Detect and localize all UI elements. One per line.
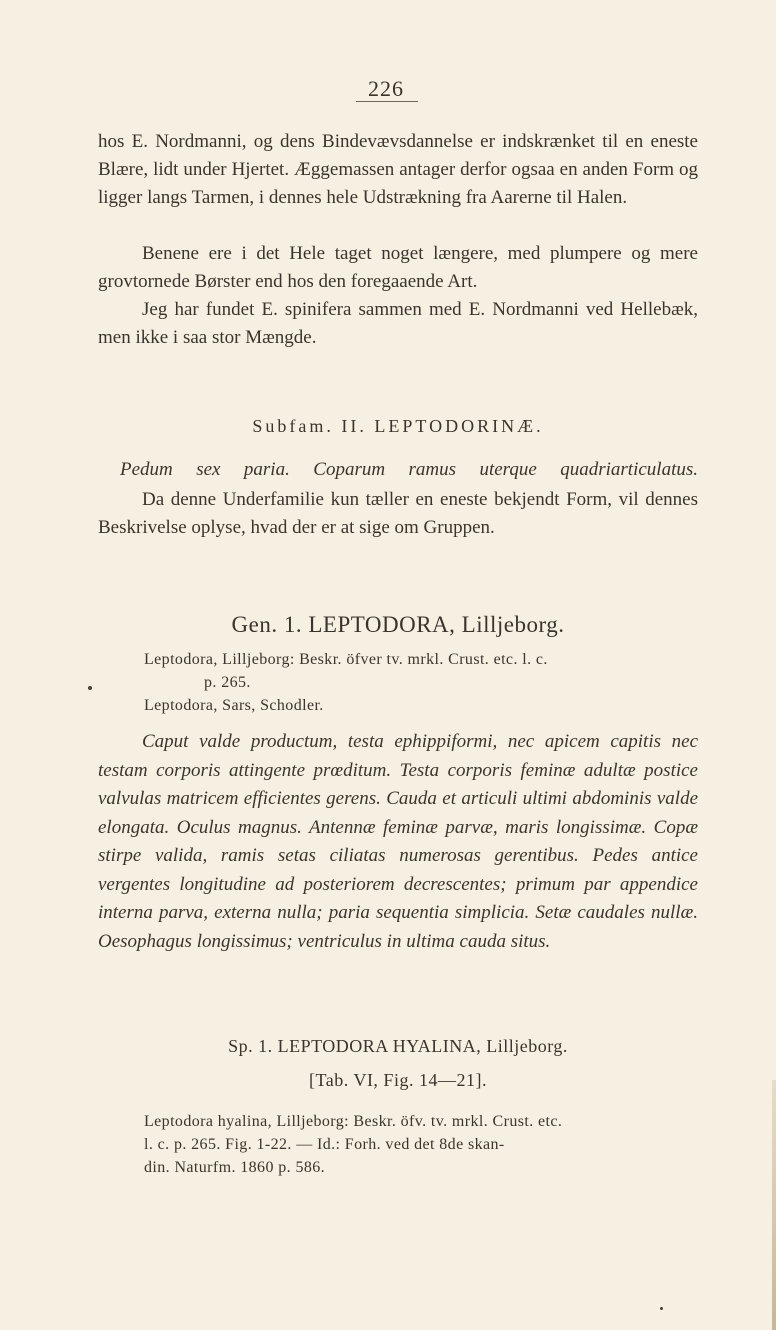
genus-diagnosis: Caput valde productum, testa ephippiformi, nec apicem capitis nec testam corporis attingente prœditum. Testa corporis feminæ adultæ postice valvulas matricem efficientes gerens. Cauda et articuli ultimi abdominis valde elongata. Oculus magnus. Antennæ feminæ parvæ, maris longissimæ. Copæ stirpe valida, ramis setas ciliatas numerosas gerentibus. Pedes antice vergentes longitudine ad posteriorem decrescentes; primum par appendice interna parva, externa nulla; paria sequentia simplicia. Setæ caudales nullæ. Oesophagus longissimus; ventriculus in ultima cauda situs. (98, 731, 698, 952)
species-synonym-line: Leptodora hyalina, Lilljeborg: Beskr. öfv. tv. mrkl. Crust. etc. (144, 1113, 563, 1130)
genus-synonyms (144, 648, 699, 717)
genus-synonym-line: Leptodora, Sars, Schodler. (144, 697, 324, 714)
species-plate-reference: [Tab. VI, Fig. 14—21]. (309, 1070, 487, 1090)
genus-heading: Gen. 1. LEPTODORA, Lilljeborg. (231, 612, 565, 637)
genus-synonym-line-continuation: p. 265. (204, 674, 251, 691)
paragraph-subfamily-note: Da denne Underfamilie kun tæller en eneste bekjendt Form, vil dennes Beskrivelse oplyse, hvad der er at sige om Gruppen. (98, 489, 698, 538)
genus-synonym-line: Leptodora, Lilljeborg: Beskr. öfver tv. mrkl. Crust. etc. l. c. (144, 651, 548, 668)
species-synonym-line: l. c. p. 265. Fig. 1-22. — Id.: Forh. ved det 8de skan- (144, 1136, 505, 1153)
ink-speck (88, 686, 92, 690)
ink-speck (660, 1307, 663, 1310)
page-number: 226 (368, 76, 404, 101)
species-heading: Sp. 1. LEPTODORA HYALINA, Lilljeborg. (228, 1036, 568, 1056)
paragraph-legs: Benene ere i det Hele taget noget længere, med plumpere og mere grovtornede Børster end hos den foregaaende Art. (98, 243, 698, 292)
species-synonyms (144, 1110, 699, 1179)
species-synonym-line: din. Naturfm. 1860 p. 586. (144, 1159, 326, 1176)
subfamily-diagnosis: Pedum sex paria. Coparum ramus uterque quadriarticulatus. (120, 459, 698, 480)
paragraph-nordmanni-continuation: hos E. Nordmanni, og dens Bindevævsdannelse er indskrænket til en eneste Blære, lidt under Hjertet. Æggemassen antager derfor ogsaa en anden Form og ligger langs Tarmen, i dennes hele Udstrækning fra Aarerne til Halen. (98, 131, 698, 208)
paragraph-locality: Jeg har fundet E. spinifera sammen med E. Nordmanni ved Hellebæk, men ikke i saa stor Mængde. (98, 299, 698, 348)
page-edge-shadow (772, 1080, 776, 1330)
page-number-rule (356, 101, 418, 102)
subfamily-heading: Subfam. II. LEPTODORINÆ. (252, 416, 544, 436)
